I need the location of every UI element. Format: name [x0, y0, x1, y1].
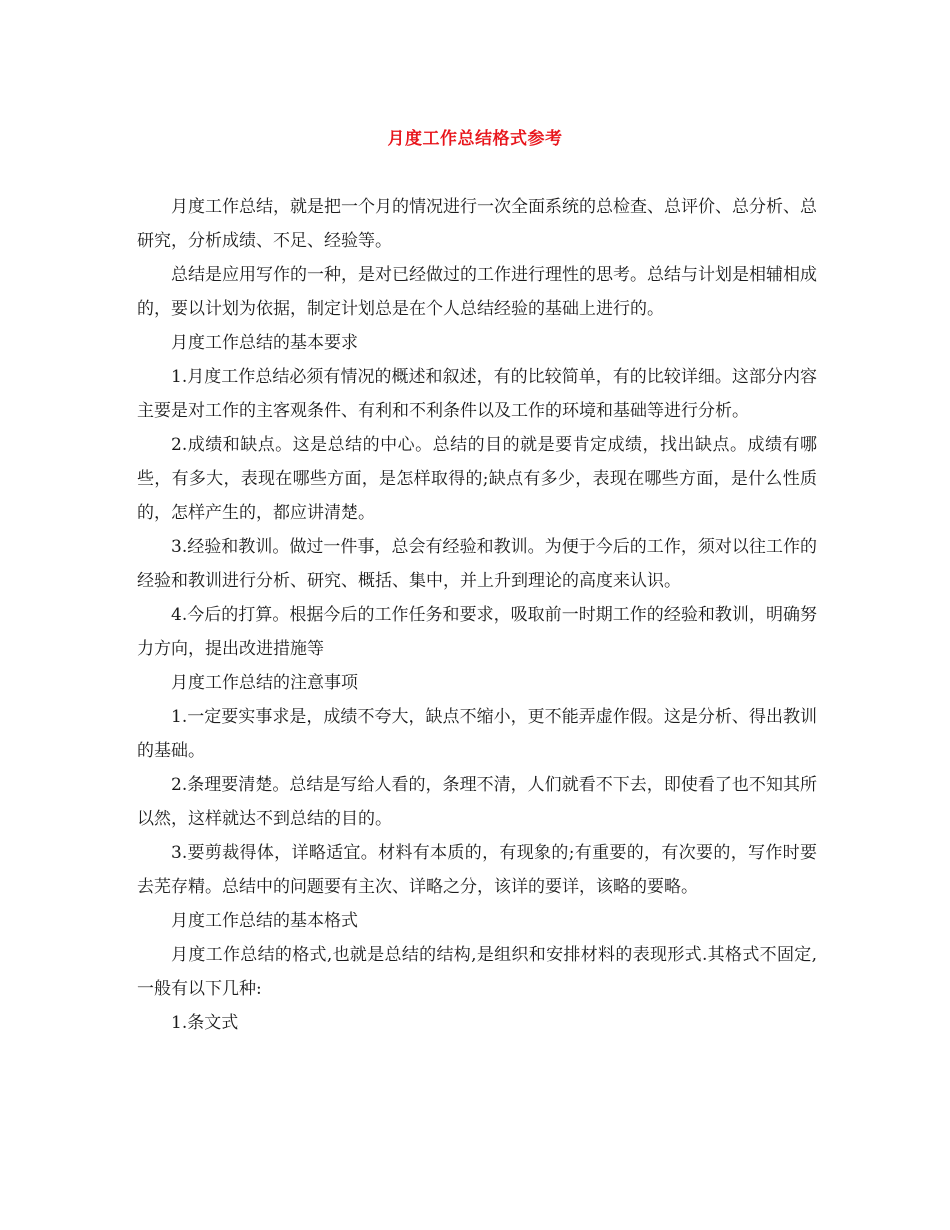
- requirement-item-3: 3.经验和教训。做过一件事，总会有经验和教训。为便于今后的工作，须对以往工作的经验和教训进行分析、研究、概括、集中，并上升到理论的高度来认识。: [137, 537, 817, 591]
- note-item-3: 3.要剪裁得体，详略适宜。材料有本质的，有现象的;有重要的，有次要的，写作时要去芜存精。总结中的问题要有主次、详略之分，该详的要详，该略的要略。: [137, 843, 817, 897]
- note-item-2: 2.条理要清楚。总结是写给人看的，条理不清，人们就看不下去，即使看了也不知其所以然，这样就达不到总结的目的。: [137, 775, 817, 829]
- paragraph-format-intro: 月度工作总结的格式,也就是总结的结构,是组织和安排材料的表现形式.其格式不固定,一般有以下几种:: [137, 945, 817, 999]
- requirement-item-1: 1.月度工作总结必须有情况的概述和叙述，有的比较简单，有的比较详细。这部分内容主要是对工作的主客观条件、有利和不利条件以及工作的环境和基础等进行分析。: [137, 367, 817, 421]
- requirement-item-4: 4.今后的打算。根据今后的工作任务和要求，吸取前一时期工作的经验和教训，明确努力方向，提出改进措施等: [137, 605, 817, 659]
- section-heading-requirements: 月度工作总结的基本要求: [171, 333, 358, 353]
- note-item-1: 1.一定要实事求是，成绩不夸大，缺点不缩小，更不能弄虚作假。这是分析、得出教训的基础。: [137, 707, 817, 761]
- document-body: [137, 190, 817, 1040]
- paragraph-intro: 月度工作总结，就是把一个月的情况进行一次全面系统的总检查、总评价、总分析、总研究，分析成绩、不足、经验等。: [137, 197, 817, 251]
- paragraph-definition: 总结是应用写作的一种，是对已经做过的工作进行理性的思考。总结与计划是相辅相成的，要以计划为依据，制定计划总是在个人总结经验的基础上进行的。: [137, 265, 817, 319]
- section-heading-notes: 月度工作总结的注意事项: [171, 673, 358, 693]
- requirement-item-2: 2.成绩和缺点。这是总结的中心。总结的目的就是要肯定成绩，找出缺点。成绩有哪些，有多大，表现在哪些方面，是怎样取得的;缺点有多少，表现在哪些方面，是什么性质的，怎样产生的，都应讲清楚。: [137, 435, 817, 523]
- section-heading-format: 月度工作总结的基本格式: [171, 911, 358, 931]
- format-item-1: 1.条文式: [171, 1013, 239, 1033]
- document-title: 月度工作总结格式参考: [387, 129, 563, 149]
